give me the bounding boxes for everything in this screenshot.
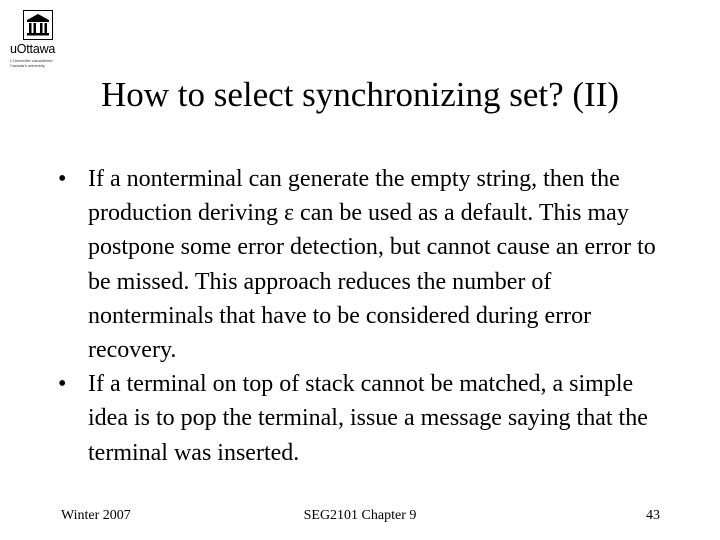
bullet-text: If a terminal on top of stack cannot be matched, a simple idea is to pop the terminal, issue a message saying that the terminal was inserted. [88, 371, 648, 466]
bullet-item [58, 367, 678, 470]
footer-page-number: 43 [646, 508, 660, 523]
slide-title: How to select synchronizing set? (II) [100, 75, 620, 114]
logo-tagline [10, 58, 70, 68]
building-icon [23, 10, 53, 40]
slide-body [58, 162, 678, 470]
footer-date: Winter 2007 [61, 508, 131, 523]
logo-wordmark: uOttawa [10, 42, 56, 56]
bullet-text: If a nonterminal can generate the empty string, then the production deriving ε can be used as a default. This may postpone some error detection, but cannot cause an error to be missed. This approach reduces the number of nonterminals that have to be considered during error recovery. [88, 166, 656, 364]
bullet-marker: • [58, 371, 67, 398]
bullet-marker: • [58, 166, 67, 192]
logo-tagline-fr: L'Université canadienne [10, 58, 53, 63]
bullet-item [58, 162, 678, 367]
university-logo [8, 8, 66, 70]
footer-course: SEG2101 Chapter 9 [303, 508, 417, 523]
logo-tagline-en: Canada's university [10, 63, 45, 68]
